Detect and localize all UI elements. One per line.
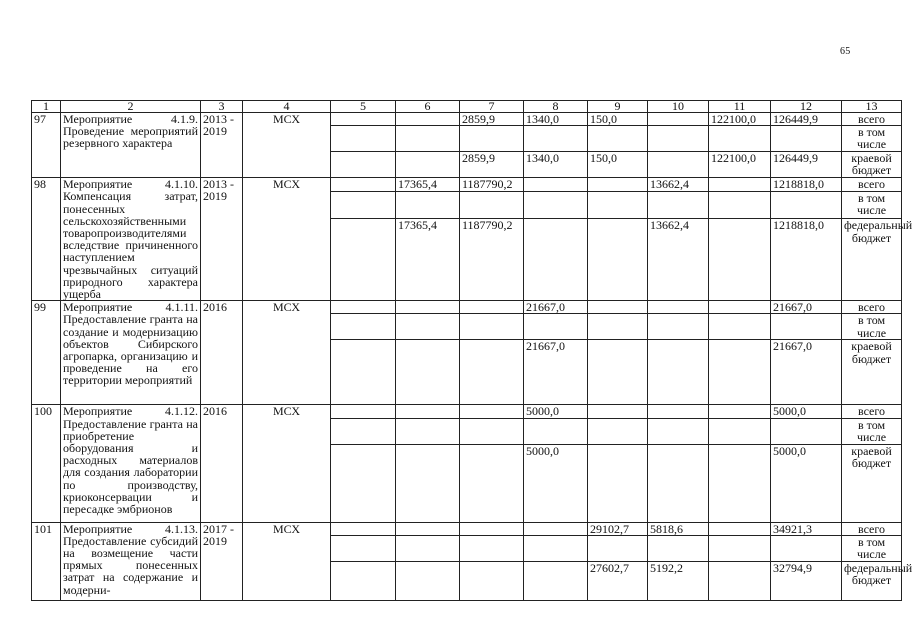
header-cell: 12 bbox=[771, 101, 842, 113]
funding-source-cell: всего bbox=[842, 405, 902, 418]
value-cell: 21667,0 bbox=[524, 301, 588, 314]
executor-cell: МСХ bbox=[243, 178, 331, 301]
measure-name: Мероприятие 4.1.9. Проведение мероприятий резервного характера bbox=[61, 113, 201, 178]
value-cell: 5192,2 bbox=[648, 561, 709, 600]
value-cell bbox=[524, 561, 588, 600]
value-cell bbox=[648, 314, 709, 340]
value-cell bbox=[524, 219, 588, 301]
value-cell bbox=[709, 405, 771, 418]
value-cell bbox=[331, 192, 396, 219]
value-cell bbox=[331, 535, 396, 561]
page-number: 65 bbox=[840, 46, 851, 57]
funding-source-cell: краевой бюджет bbox=[842, 444, 902, 522]
value-cell bbox=[771, 418, 842, 444]
funding-source-cell: краевой бюджет bbox=[842, 340, 902, 405]
value-cell bbox=[524, 314, 588, 340]
value-cell bbox=[460, 444, 524, 522]
period-cell: 2013 - 2019 bbox=[201, 178, 243, 301]
period-cell: 2013 - 2019 bbox=[201, 113, 243, 178]
header-cell: 10 bbox=[648, 101, 709, 113]
value-cell bbox=[709, 561, 771, 600]
funding-source-cell: в том числе bbox=[842, 314, 902, 340]
value-cell bbox=[588, 444, 648, 522]
value-cell bbox=[709, 444, 771, 522]
table-row bbox=[32, 522, 902, 535]
funding-source-cell: краевой бюджет bbox=[842, 152, 902, 178]
funding-source-cell: в том числе bbox=[842, 535, 902, 561]
funding-source-cell: в том числе bbox=[842, 418, 902, 444]
value-cell: 21667,0 bbox=[524, 340, 588, 405]
value-cell bbox=[588, 178, 648, 192]
value-cell bbox=[771, 126, 842, 152]
value-cell bbox=[460, 535, 524, 561]
value-cell: 1340,0 bbox=[524, 113, 588, 126]
header-cell: 8 bbox=[524, 101, 588, 113]
value-cell bbox=[709, 522, 771, 535]
value-cell bbox=[709, 192, 771, 219]
value-cell: 21667,0 bbox=[771, 301, 842, 314]
value-cell bbox=[648, 418, 709, 444]
value-cell bbox=[460, 418, 524, 444]
value-cell bbox=[524, 522, 588, 535]
executor-cell: МСХ bbox=[243, 113, 331, 178]
value-cell bbox=[588, 405, 648, 418]
header-cell: 11 bbox=[709, 101, 771, 113]
value-cell bbox=[588, 314, 648, 340]
value-cell bbox=[396, 535, 460, 561]
value-cell: 2859,9 bbox=[460, 152, 524, 178]
row-number: 99 bbox=[32, 301, 61, 405]
header-cell: 2 bbox=[61, 101, 201, 113]
value-cell bbox=[588, 535, 648, 561]
value-cell bbox=[396, 444, 460, 522]
value-cell bbox=[709, 418, 771, 444]
value-cell: 5000,0 bbox=[771, 444, 842, 522]
value-cell bbox=[709, 314, 771, 340]
value-cell bbox=[709, 178, 771, 192]
row-number: 97 bbox=[32, 113, 61, 178]
header-cell: 3 bbox=[201, 101, 243, 113]
value-cell bbox=[588, 301, 648, 314]
value-cell bbox=[331, 219, 396, 301]
table-row bbox=[32, 405, 902, 418]
value-cell bbox=[709, 126, 771, 152]
value-cell bbox=[648, 535, 709, 561]
header-cell: 13 bbox=[842, 101, 902, 113]
value-cell: 122100,0 bbox=[709, 152, 771, 178]
value-cell bbox=[396, 192, 460, 219]
value-cell bbox=[331, 178, 396, 192]
value-cell bbox=[771, 535, 842, 561]
value-cell bbox=[709, 535, 771, 561]
value-cell: 1340,0 bbox=[524, 152, 588, 178]
header-row bbox=[32, 101, 902, 113]
value-cell bbox=[524, 418, 588, 444]
value-cell bbox=[396, 418, 460, 444]
value-cell bbox=[396, 113, 460, 126]
value-cell bbox=[396, 522, 460, 535]
header-cell: 4 bbox=[243, 101, 331, 113]
value-cell bbox=[771, 192, 842, 219]
value-cell bbox=[331, 444, 396, 522]
table-row bbox=[32, 113, 902, 126]
value-cell bbox=[331, 561, 396, 600]
value-cell: 1218818,0 bbox=[771, 219, 842, 301]
value-cell: 13662,4 bbox=[648, 178, 709, 192]
value-cell bbox=[396, 340, 460, 405]
period-cell: 2016 bbox=[201, 405, 243, 522]
value-cell bbox=[331, 113, 396, 126]
value-cell bbox=[331, 301, 396, 314]
row-number: 100 bbox=[32, 405, 61, 522]
value-cell: 122100,0 bbox=[709, 113, 771, 126]
value-cell: 1187790,2 bbox=[460, 178, 524, 192]
funding-source-cell: всего bbox=[842, 178, 902, 192]
value-cell bbox=[709, 340, 771, 405]
budget-table bbox=[31, 99, 912, 601]
value-cell: 13662,4 bbox=[648, 219, 709, 301]
funding-source-cell: федеральный бюджет bbox=[842, 219, 902, 301]
value-cell bbox=[709, 301, 771, 314]
table-row bbox=[32, 178, 902, 192]
period-cell: 2016 bbox=[201, 301, 243, 405]
value-cell bbox=[648, 126, 709, 152]
value-cell bbox=[588, 340, 648, 405]
value-cell: 126449,9 bbox=[771, 113, 842, 126]
value-cell: 32794,9 bbox=[771, 561, 842, 600]
value-cell bbox=[524, 178, 588, 192]
funding-source-cell: в том числе bbox=[842, 192, 902, 219]
value-cell bbox=[460, 314, 524, 340]
measure-name: Мероприятие 4.1.11. Предоставление гранта на создание и модернизацию объектов Сибирского агропарка, организацию и проведение на его территории мероприятий bbox=[61, 301, 201, 405]
value-cell: 126449,9 bbox=[771, 152, 842, 178]
measure-name: Мероприятие 4.1.10. Компенсация затрат, понесенных сельскохозяйственными товаропроизводителями вследствие причиненного наступлением чрезвычайных ситуаций природного характера ущерба bbox=[61, 178, 201, 301]
value-cell: 5818,6 bbox=[648, 522, 709, 535]
value-cell bbox=[709, 219, 771, 301]
value-cell bbox=[396, 314, 460, 340]
value-cell: 150,0 bbox=[588, 152, 648, 178]
value-cell: 17365,4 bbox=[396, 178, 460, 192]
value-cell bbox=[331, 522, 396, 535]
measure-name: Мероприятие 4.1.13. Предоставление субсидий на возмещение части прямых понесенных затрат на содержание и модерни- bbox=[61, 522, 201, 600]
funding-source-cell: всего bbox=[842, 113, 902, 126]
value-cell: 21667,0 bbox=[771, 340, 842, 405]
executor-cell: МСХ bbox=[243, 522, 331, 600]
value-cell bbox=[524, 535, 588, 561]
value-cell bbox=[396, 561, 460, 600]
value-cell bbox=[588, 126, 648, 152]
value-cell bbox=[460, 561, 524, 600]
value-cell: 2859,9 bbox=[460, 113, 524, 126]
executor-cell: МСХ bbox=[243, 301, 331, 405]
value-cell: 34921,3 bbox=[771, 522, 842, 535]
value-cell bbox=[648, 152, 709, 178]
value-cell bbox=[588, 192, 648, 219]
value-cell bbox=[524, 126, 588, 152]
value-cell bbox=[588, 219, 648, 301]
value-cell bbox=[396, 126, 460, 152]
funding-source-cell: федеральный бюджет bbox=[842, 561, 902, 600]
value-cell bbox=[396, 152, 460, 178]
value-cell bbox=[331, 314, 396, 340]
value-cell: 27602,7 bbox=[588, 561, 648, 600]
value-cell: 5000,0 bbox=[524, 405, 588, 418]
value-cell bbox=[331, 405, 396, 418]
value-cell bbox=[460, 301, 524, 314]
header-cell: 1 bbox=[32, 101, 61, 113]
header-cell: 9 bbox=[588, 101, 648, 113]
value-cell: 5000,0 bbox=[771, 405, 842, 418]
value-cell bbox=[648, 192, 709, 219]
value-cell bbox=[331, 152, 396, 178]
value-cell bbox=[396, 301, 460, 314]
value-cell bbox=[331, 126, 396, 152]
table-row bbox=[32, 301, 902, 314]
row-number: 101 bbox=[32, 522, 61, 600]
funding-source-cell: в том числе bbox=[842, 126, 902, 152]
value-cell bbox=[588, 418, 648, 444]
value-cell bbox=[648, 444, 709, 522]
value-cell bbox=[648, 113, 709, 126]
value-cell bbox=[396, 405, 460, 418]
value-cell: 1187790,2 bbox=[460, 219, 524, 301]
funding-source-cell: всего bbox=[842, 301, 902, 314]
value-cell: 29102,7 bbox=[588, 522, 648, 535]
value-cell bbox=[460, 192, 524, 219]
executor-cell: МСХ bbox=[243, 405, 331, 522]
value-cell bbox=[648, 405, 709, 418]
value-cell bbox=[771, 314, 842, 340]
header-cell: 5 bbox=[331, 101, 396, 113]
measure-name: Мероприятие 4.1.12. Предоставление гранта на приобретение оборудования и расходных материалов для создания лаборатории по производству, криоконсервации и пересадке эмбрионов bbox=[61, 405, 201, 522]
header-cell: 6 bbox=[396, 101, 460, 113]
value-cell bbox=[460, 340, 524, 405]
value-cell bbox=[331, 418, 396, 444]
value-cell bbox=[460, 522, 524, 535]
value-cell bbox=[331, 340, 396, 405]
row-number: 98 bbox=[32, 178, 61, 301]
header-cell: 7 bbox=[460, 101, 524, 113]
value-cell bbox=[648, 301, 709, 314]
value-cell: 1218818,0 bbox=[771, 178, 842, 192]
value-cell: 5000,0 bbox=[524, 444, 588, 522]
value-cell bbox=[460, 126, 524, 152]
value-cell: 17365,4 bbox=[396, 219, 460, 301]
value-cell bbox=[460, 405, 524, 418]
value-cell bbox=[524, 192, 588, 219]
value-cell: 150,0 bbox=[588, 113, 648, 126]
period-cell: 2017 - 2019 bbox=[201, 522, 243, 600]
value-cell bbox=[648, 340, 709, 405]
funding-source-cell: всего bbox=[842, 522, 902, 535]
